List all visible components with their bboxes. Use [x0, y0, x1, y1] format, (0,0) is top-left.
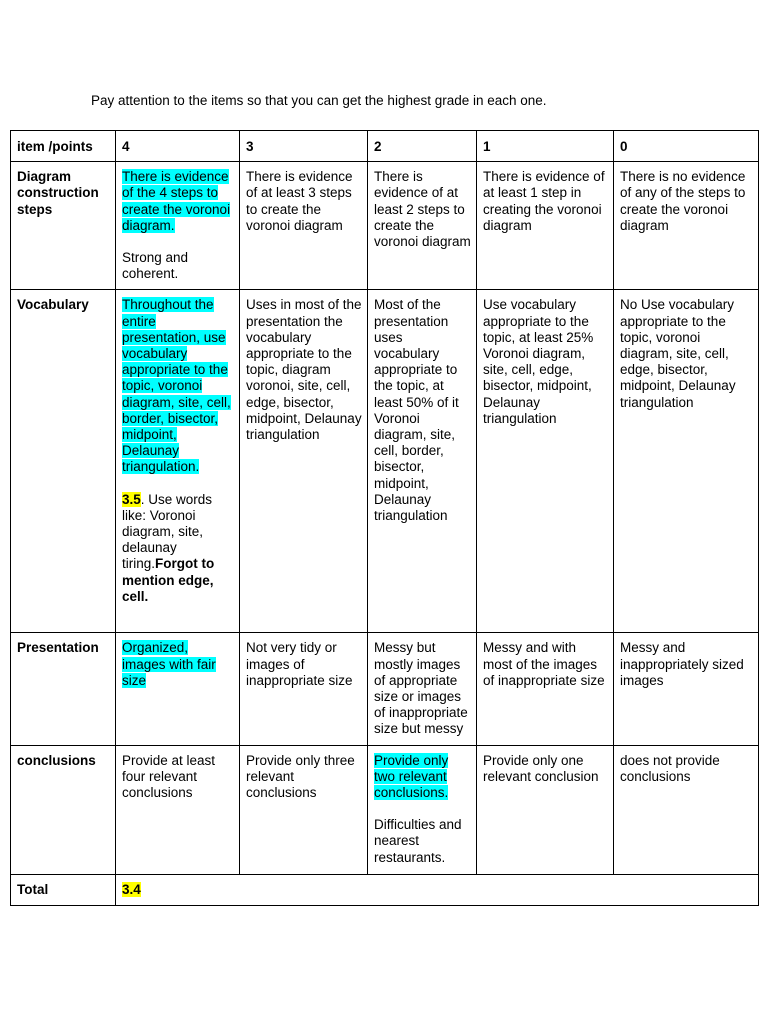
highlight-text: Organized, images with fair size	[122, 640, 216, 688]
table-row-diagram	[11, 162, 759, 290]
cell-diagram-3: There is evidence of at least 3 steps to create the voronoi diagram	[240, 162, 368, 290]
table-row-presentation	[11, 633, 759, 745]
row-label-total: Total	[11, 874, 116, 905]
header-0: 0	[614, 131, 759, 162]
header-row	[11, 131, 759, 162]
header-3: 3	[240, 131, 368, 162]
cell-diagram-4	[116, 162, 240, 290]
cell-vocabulary-4	[116, 290, 240, 633]
table-row-vocabulary	[11, 290, 759, 633]
cell-conclusions-1: Provide only one relevant conclusion	[477, 745, 614, 874]
table-row-conclusions	[11, 745, 759, 874]
header-4: 4	[116, 131, 240, 162]
cell-vocabulary-3: Uses in most of the presentation the vocabulary appropriate to the topic, diagram voronoi, site, cell, edge, bisector, midpoint, Delaunay triangulation	[240, 290, 368, 633]
highlight-text: Throughout the entire presentation, use vocabulary appropriate to the topic, voronoi diagram, site, cell, border, bisector, midpoint, Delaunay triangulation.	[122, 297, 231, 475]
grader-note: . Use words like: Voronoi diagram, site, delaunay tiring.	[122, 491, 213, 572]
grader-note-bold: Forgot to mention edge, cell.	[122, 556, 215, 604]
row-label-conclusions: conclusions	[11, 745, 116, 874]
row-label-presentation: Presentation	[11, 633, 116, 745]
instructions-text: Pay attention to the items so that you can get the highest grade in each one.	[91, 93, 547, 108]
header-1: 1	[477, 131, 614, 162]
cell-conclusions-3: Provide only three relevant conclusions	[240, 745, 368, 874]
row-label-vocabulary: Vocabulary	[11, 290, 116, 633]
cell-diagram-0: There is no evidence of any of the steps to create the voronoi diagram	[614, 162, 759, 290]
cell-diagram-2: There is evidence of at least 2 steps to create the voronoi diagram	[368, 162, 477, 290]
total-score-cell	[116, 874, 759, 905]
cell-vocabulary-2: Most of the presentation uses vocabulary appropriate to the topic, at least 50% of it Voronoi diagram, site, cell, border, bisector, midpoint, Delaunay triangulation	[368, 290, 477, 633]
highlight-text: Provide only two relevant conclusions.	[374, 752, 449, 801]
rubric-table	[10, 130, 759, 906]
cell-conclusions-4: Provide at least four relevant conclusions	[116, 745, 240, 874]
cell-presentation-2: Messy but mostly images of appropriate size or images of inappropriate size but messy	[368, 633, 477, 745]
cell-presentation-4	[116, 633, 240, 745]
cell-presentation-0: Messy and inappropriately sized images	[614, 633, 759, 745]
cell-presentation-3: Not very tidy or images of inappropriate size	[240, 633, 368, 745]
cell-diagram-1: There is evidence of at least 1 step in creating the voronoi diagram	[477, 162, 614, 290]
cell-presentation-1: Messy and with most of the images of inappropriate size	[477, 633, 614, 745]
grader-note: Strong and coherent.	[122, 250, 189, 282]
header-item-points: item /points	[11, 131, 116, 162]
cell-conclusions-0: does not provide conclusions	[614, 745, 759, 874]
cell-vocabulary-0: No Use vocabulary appropriate to the topic, voronoi diagram, site, cell, edge, bisector, midpoint, Delaunay triangulation	[614, 290, 759, 633]
total-score: 3.4	[122, 881, 141, 897]
cell-conclusions-2	[368, 745, 477, 874]
table-row-total	[11, 874, 759, 905]
highlight-text: There is evidence of the 4 steps to create the voronoi diagram.	[122, 169, 231, 233]
cell-vocabulary-1: Use vocabulary appropriate to the topic, at least 25% Voronoi diagram, site, cell, edge, bisector, midpoint, Delaunay triangulation	[477, 290, 614, 633]
score-highlight: 3.5	[122, 491, 141, 507]
grader-note: Difficulties and nearest restaurants.	[374, 817, 462, 865]
header-2: 2	[368, 131, 477, 162]
row-label-diagram: Diagram construction steps	[11, 162, 116, 290]
